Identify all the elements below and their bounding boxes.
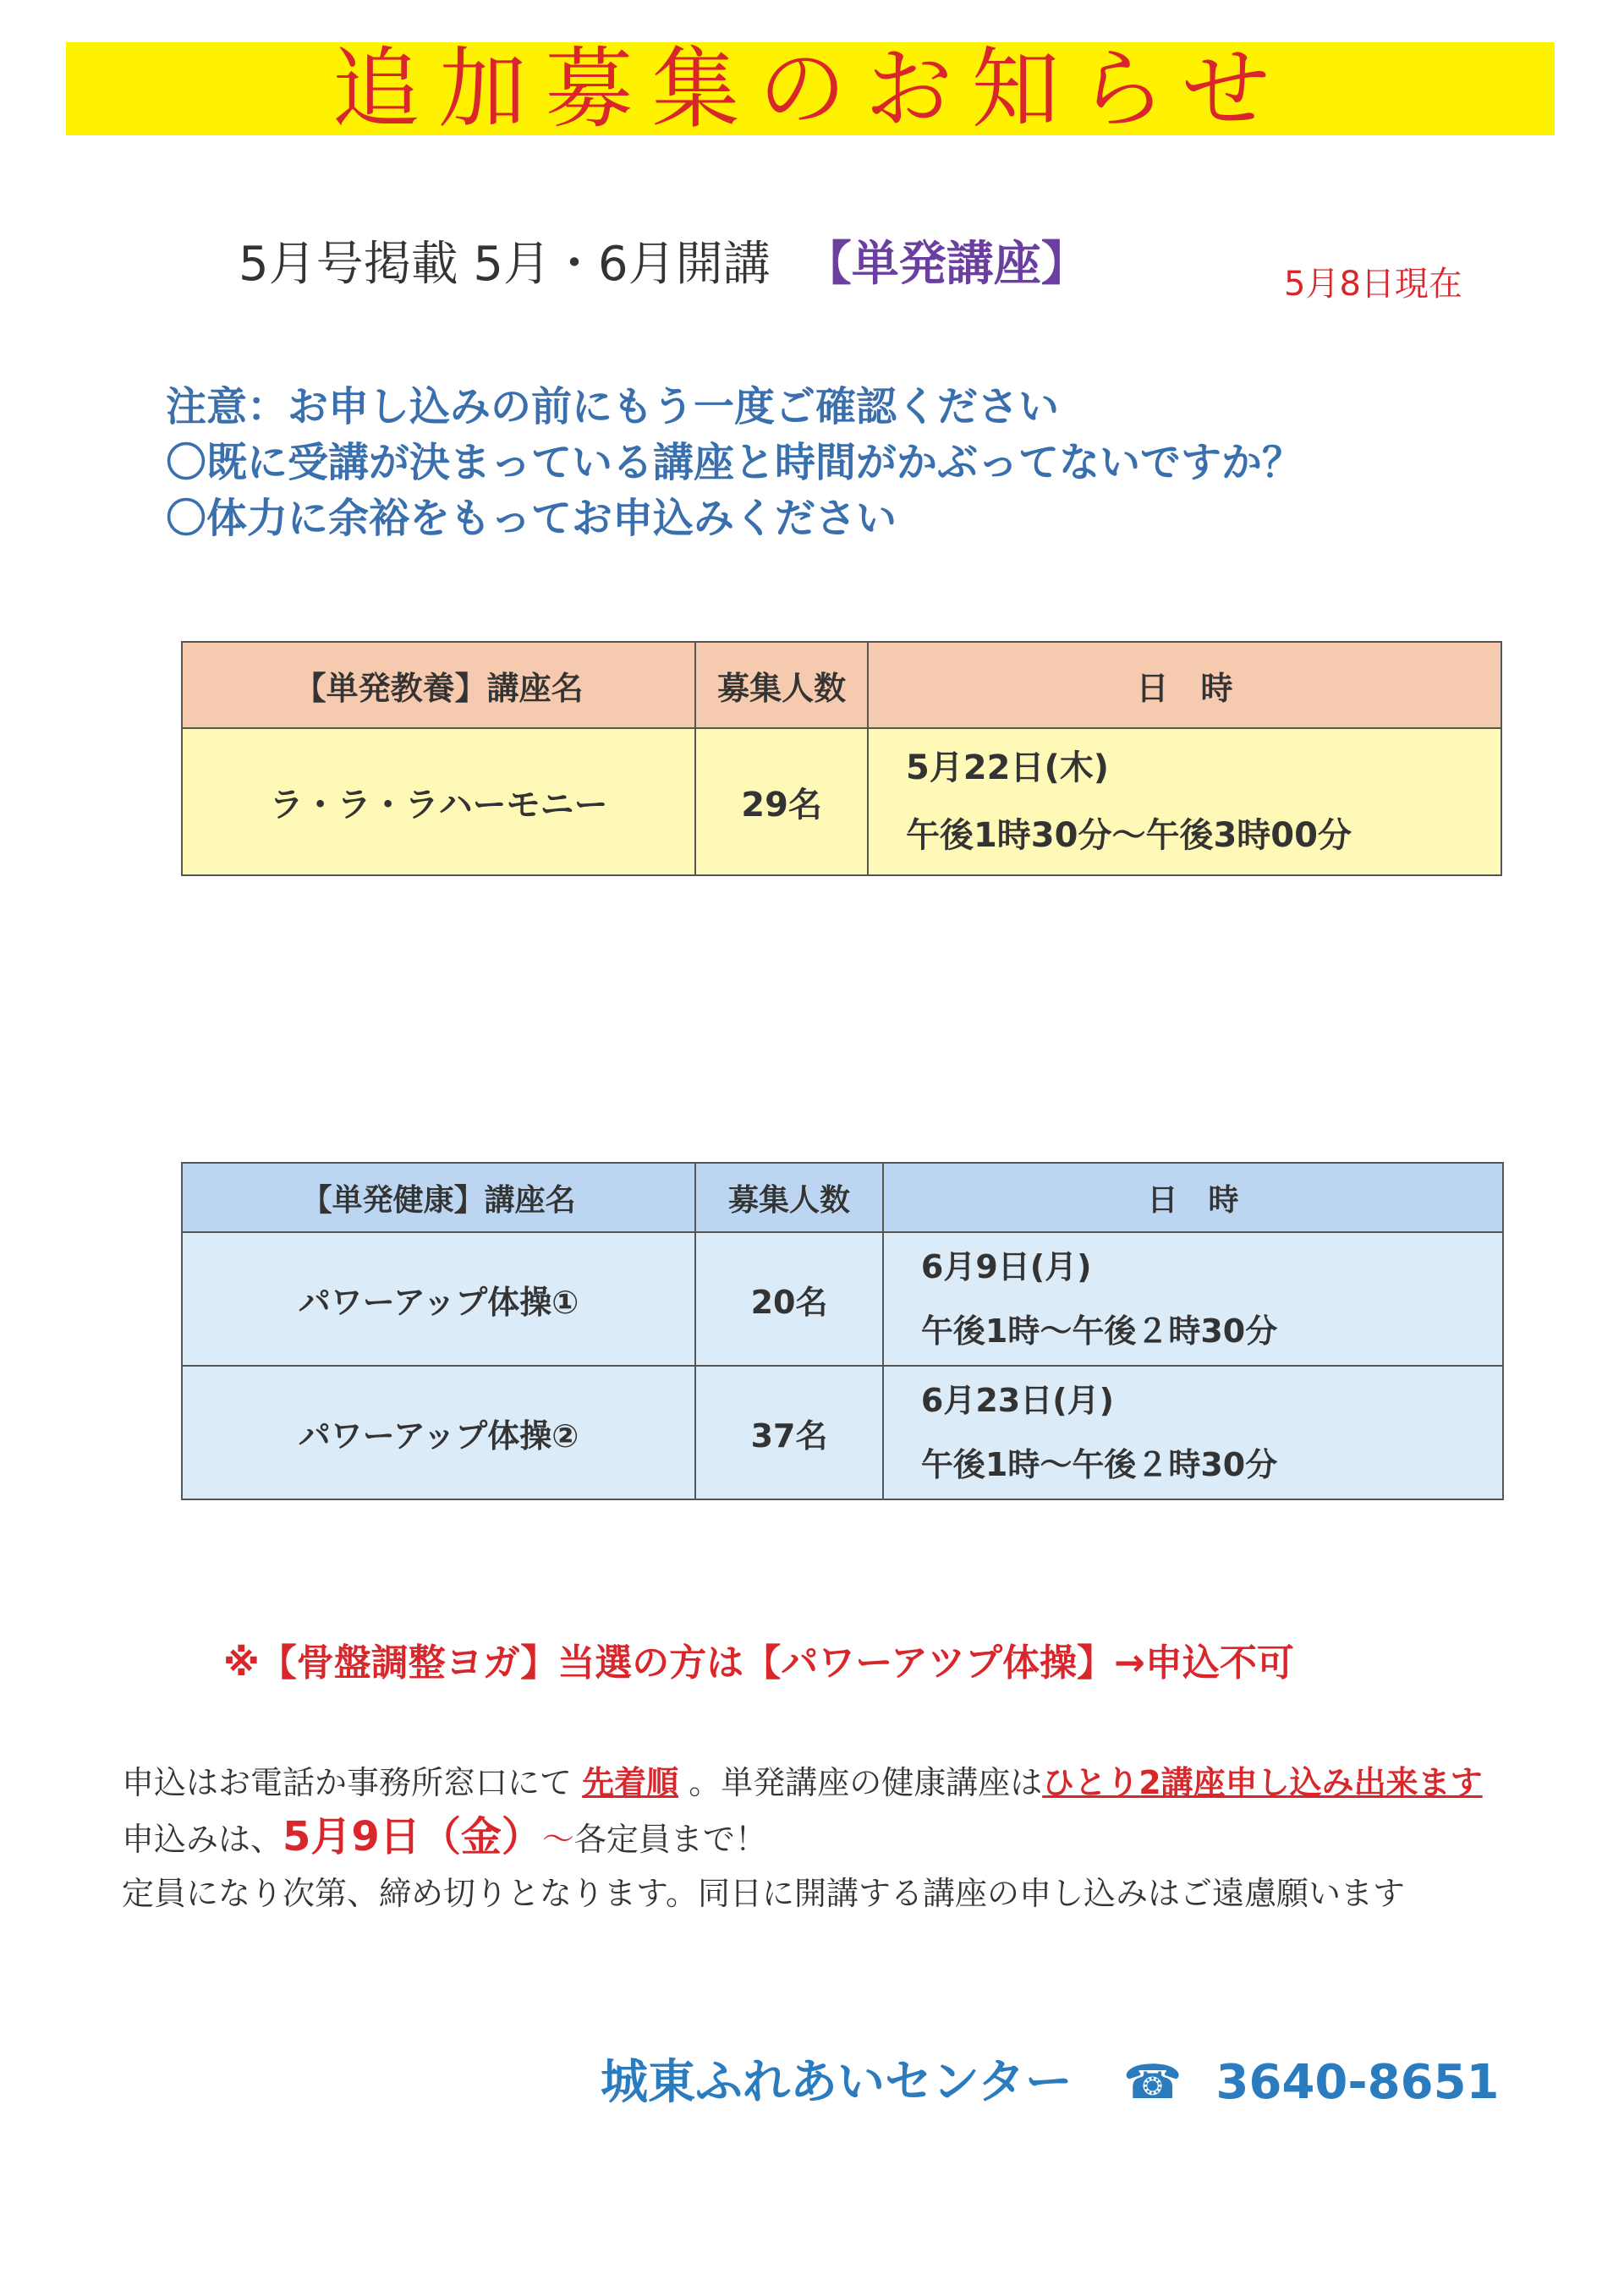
header-course-name: 【単発健康】講座名 [182,1163,695,1232]
course-time: 午後1時～午後２時30分 [920,1446,1278,1483]
course-capacity: 29名 [695,728,868,875]
culture-course-table [181,641,1502,876]
course-name: パワーアップ体操① [182,1232,695,1366]
course-name: パワーアップ体操② [182,1366,695,1499]
table-row [182,1366,1503,1499]
course-datetime [883,1366,1503,1499]
organization-name: 城東ふれあいセンター [601,2055,1073,2110]
info-text: 各定員まで！ [573,1821,767,1858]
as-of-date: 5月8日現在 [1284,265,1462,304]
info-text: 申込はお電話か事務所窓口にて [122,1764,583,1801]
course-name: ラ・ラ・ラハーモニー [182,728,695,875]
header-datetime: 日 時 [868,642,1501,728]
info-line-1 [122,1756,1509,1810]
notice-block [166,379,1303,546]
header-course-name: 【単発教養】講座名 [182,642,695,728]
table-row [182,1232,1503,1366]
phone-icon: ☎ [1122,2055,1182,2110]
course-date: 6月9日(月) [920,1248,1092,1285]
subtitle-main: 5月号掲載 5月・6月開講 [239,237,771,292]
course-date: 5月22日(木) [905,748,1110,787]
notice-line-2: 〇既に受講が決まっている講座と時間がかぶってないですか？ [166,439,1303,486]
two-course-limit: ひとり2講座申し込み出来ます [1042,1764,1483,1801]
health-course-table [181,1162,1504,1500]
contact-footer [601,2045,1500,2112]
restriction-warning: ※【骨盤調整ヨガ】当選の方は【パワーアツプ体操】→申込不可 [223,1641,1294,1685]
table-header-row [182,642,1501,728]
course-time: 午後1時30分～午後3時00分 [905,816,1352,855]
course-capacity: 37名 [695,1366,883,1499]
course-capacity: 20名 [695,1232,883,1366]
application-info [122,1756,1509,1921]
table-header-row [182,1163,1503,1232]
course-datetime [868,728,1501,875]
course-date: 6月23日(月) [920,1382,1114,1419]
first-come-label: 先着順 [582,1764,679,1801]
notice-line-3: 〇体力に余裕をもってお申込みください [166,495,897,542]
page-title: 追加募集のお知らせ [332,37,1289,140]
info-text: 。単発講座の健康講座は [678,1764,1043,1801]
subtitle [239,227,1089,294]
header-capacity: 募集人数 [695,642,868,728]
start-date: 5月9日（金） [283,1813,542,1860]
title-banner [66,37,1555,140]
table-row [182,728,1501,875]
info-line-2 [122,1810,1509,1866]
notice-line-1: 注意：お申し込みの前にもう一度ご確認ください [166,383,1060,430]
header-datetime: 日 時 [883,1163,1503,1232]
tilde: ～ [541,1821,574,1858]
header-capacity: 募集人数 [695,1163,883,1232]
phone-number: 3640-8651 [1215,2055,1500,2110]
subtitle-bracket: 【単発講座】 [804,237,1089,292]
course-time: 午後1時～午後２時30分 [920,1312,1278,1350]
course-datetime [883,1232,1503,1366]
info-line-3: 定員になり次第、締め切りとなります。同日に開講する講座の申し込みはご遠慮願います [122,1875,1405,1912]
info-text: 申込みは、 [122,1821,283,1858]
